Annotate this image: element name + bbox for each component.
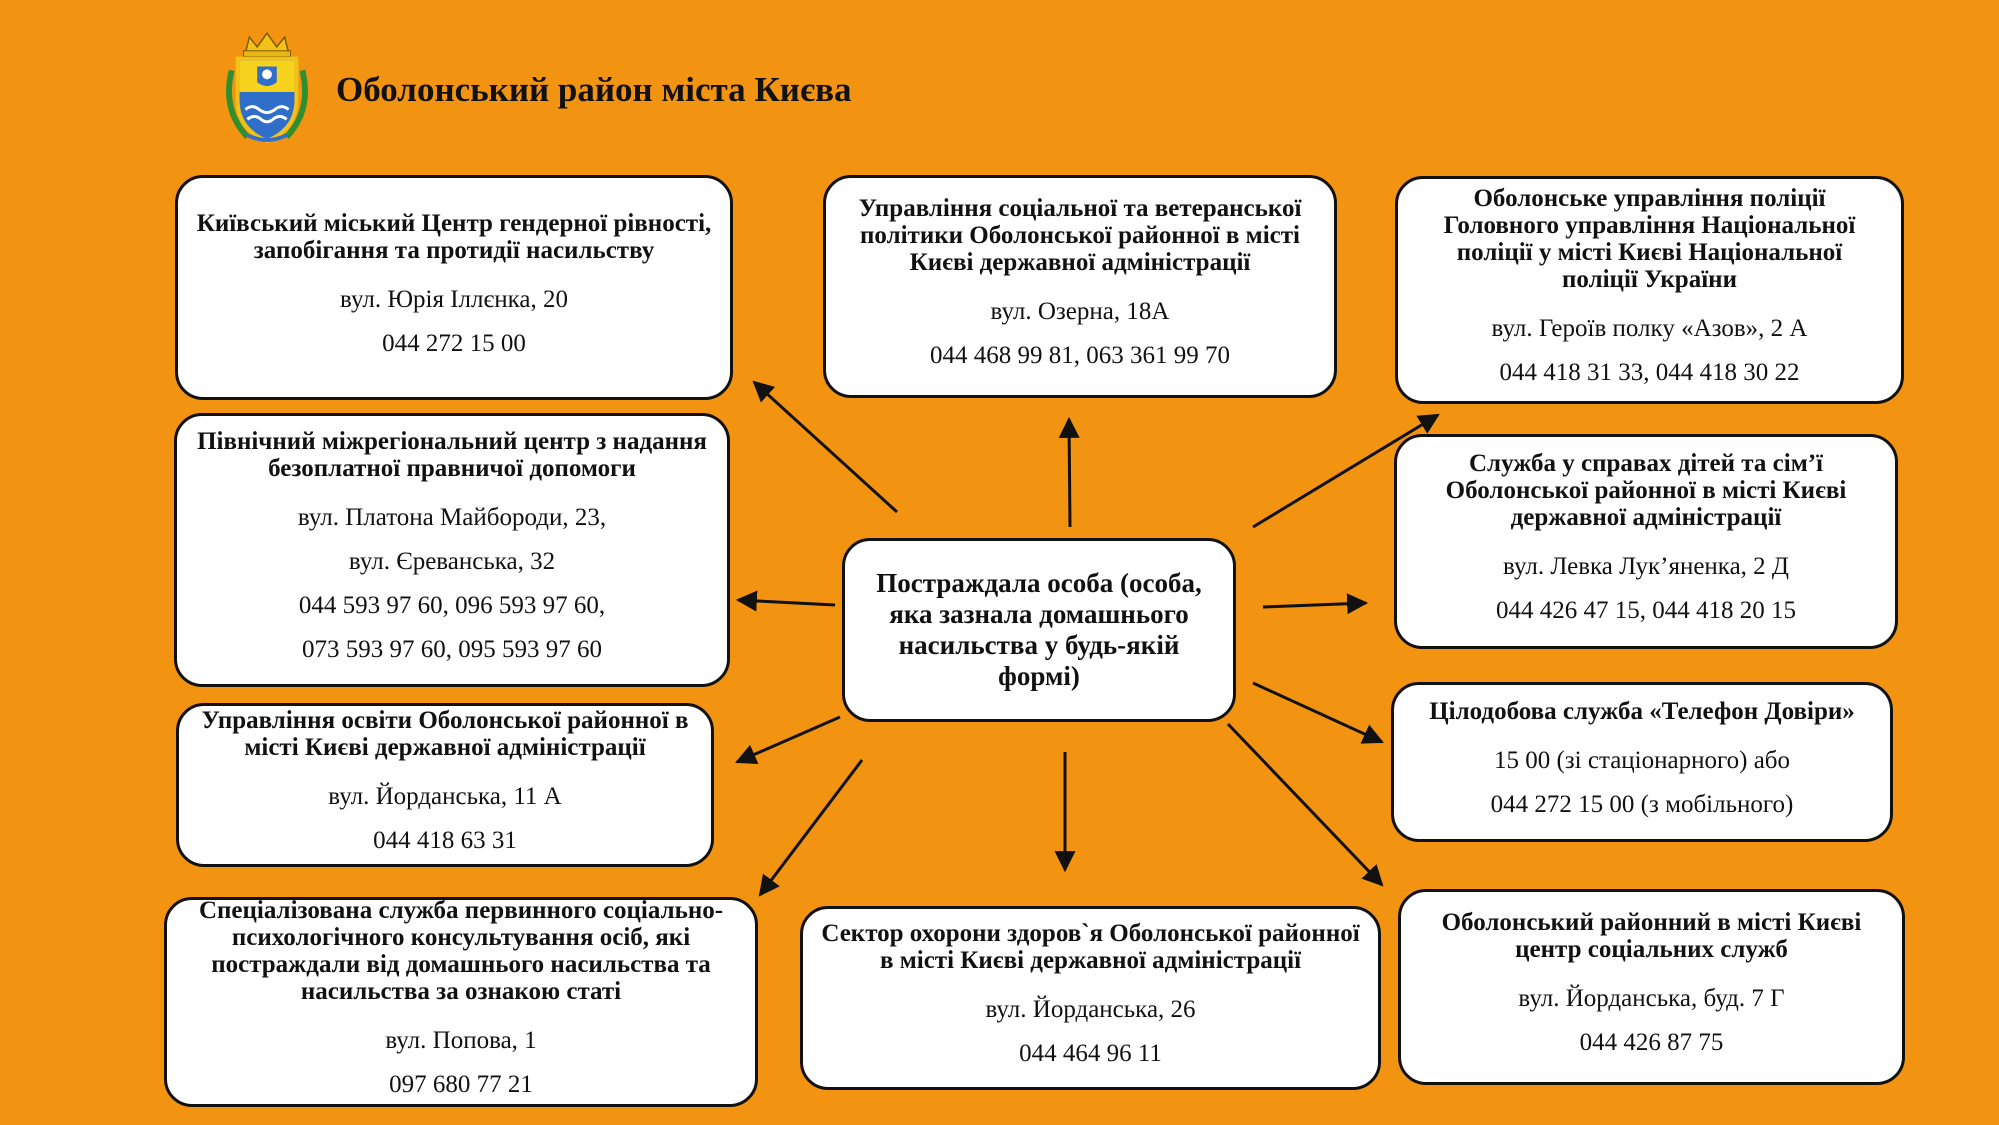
service-address: вул. Юрія Іллєнка, 20 bbox=[340, 285, 568, 313]
service-phone: 044 418 31 33, 044 418 30 22 bbox=[1499, 359, 1800, 386]
service-title: Сектор охорони здоров`я Оболонської районної в місті Києві державної адміністрації bbox=[821, 920, 1360, 974]
service-address: вул. Йорданська, буд. 7 Г bbox=[1518, 985, 1785, 1012]
service-title: Управління освіти Оболонської районної в місті Києві державної адміністрації bbox=[201, 707, 689, 761]
service-phone: 15 00 (зі стаціонарного) або bbox=[1493, 746, 1791, 774]
service-title: Київський міський Центр гендерної рівності, запобігання та протидії насильству bbox=[196, 209, 712, 264]
service-box-police bbox=[1395, 176, 1904, 404]
service-address: вул. Левка Лук’яненка, 2 Д bbox=[1503, 553, 1789, 580]
service-address: вул. Платона Майбороди, 23, bbox=[297, 504, 607, 531]
service-phone: 073 593 97 60, 095 593 97 60 bbox=[302, 636, 602, 663]
service-box-social-services-center bbox=[1398, 889, 1905, 1085]
service-box-social-policy bbox=[823, 175, 1337, 398]
service-phone: 044 464 96 11 bbox=[1019, 1040, 1162, 1067]
service-box-legal-aid bbox=[174, 413, 730, 687]
service-title: Управління соціальної та ветеранської політики Оболонської районної в місті Києві державної адміністрації bbox=[858, 195, 1302, 276]
service-phone: 044 426 87 75 bbox=[1579, 1029, 1724, 1056]
service-title: Цілодобова служба «Телефон Довіри» bbox=[1429, 697, 1855, 725]
service-phone: 044 468 99 81, 063 361 99 70 bbox=[930, 342, 1230, 369]
service-box-children-service bbox=[1394, 434, 1898, 649]
service-title: Оболонський районний в місті Києві центр соціальних служб bbox=[1441, 909, 1862, 963]
service-address: вул. Йорданська, 11 А bbox=[328, 783, 562, 810]
header bbox=[218, 30, 851, 150]
service-box-psych-service bbox=[164, 897, 758, 1107]
service-box-gender-center bbox=[175, 175, 733, 400]
service-address: вул. Попова, 1 bbox=[385, 1027, 537, 1054]
service-address: вул. Йорданська, 26 bbox=[985, 996, 1196, 1023]
service-title: Спеціалізована служба первинного соціально-психологічного консультування осіб, які постраждали від домашнього насильства та насильства за ознакою статі bbox=[198, 897, 724, 1005]
arrow-to-psych-service bbox=[760, 760, 862, 895]
page-title: Оболонський район міста Києва bbox=[336, 70, 852, 109]
service-box-hotline bbox=[1391, 682, 1893, 842]
arrow-to-hotline bbox=[1253, 683, 1382, 742]
center-title: Постраждала особа (особа, яка зазнала домашнього насильства у будь-якій формі) bbox=[876, 567, 1202, 692]
service-title: Оболонське управління поліції Головного управління Національної поліції у місті Києві Національної поліції України bbox=[1443, 185, 1856, 293]
coat-of-arms-icon bbox=[218, 31, 316, 149]
service-address: вул. Єреванська, 32 bbox=[348, 548, 556, 575]
service-address: вул. Озерна, 18А bbox=[990, 298, 1170, 325]
service-phone: 044 418 63 31 bbox=[373, 827, 517, 854]
arrow-to-legal-aid bbox=[738, 600, 835, 605]
service-phone: 044 426 47 15, 044 418 20 15 bbox=[1496, 597, 1796, 624]
service-title: Північний міжрегіональний центр з надання безоплатної правничої допомоги bbox=[197, 428, 707, 482]
arrow-to-gender-center bbox=[754, 382, 897, 512]
service-phone: 044 272 15 00 bbox=[382, 329, 526, 357]
arrow-to-social-services-center bbox=[1228, 724, 1382, 885]
service-address: вул. Героїв полку «Азов», 2 А bbox=[1491, 315, 1808, 342]
center-victim-box bbox=[842, 538, 1236, 722]
service-box-health-sector bbox=[800, 906, 1381, 1090]
service-phone: 044 272 15 00 (з мобільного) bbox=[1490, 790, 1794, 818]
service-box-education bbox=[176, 703, 714, 867]
arrow-to-children-service bbox=[1263, 603, 1366, 607]
arrow-to-education bbox=[737, 717, 840, 762]
arrow-to-social-policy bbox=[1069, 419, 1070, 527]
service-phone: 044 593 97 60, 096 593 97 60, bbox=[298, 592, 606, 619]
service-phone: 097 680 77 21 bbox=[389, 1071, 533, 1098]
service-title: Служба у справах дітей та сім’ї Оболонської районної в місті Києві державної адміністрації bbox=[1445, 450, 1847, 531]
